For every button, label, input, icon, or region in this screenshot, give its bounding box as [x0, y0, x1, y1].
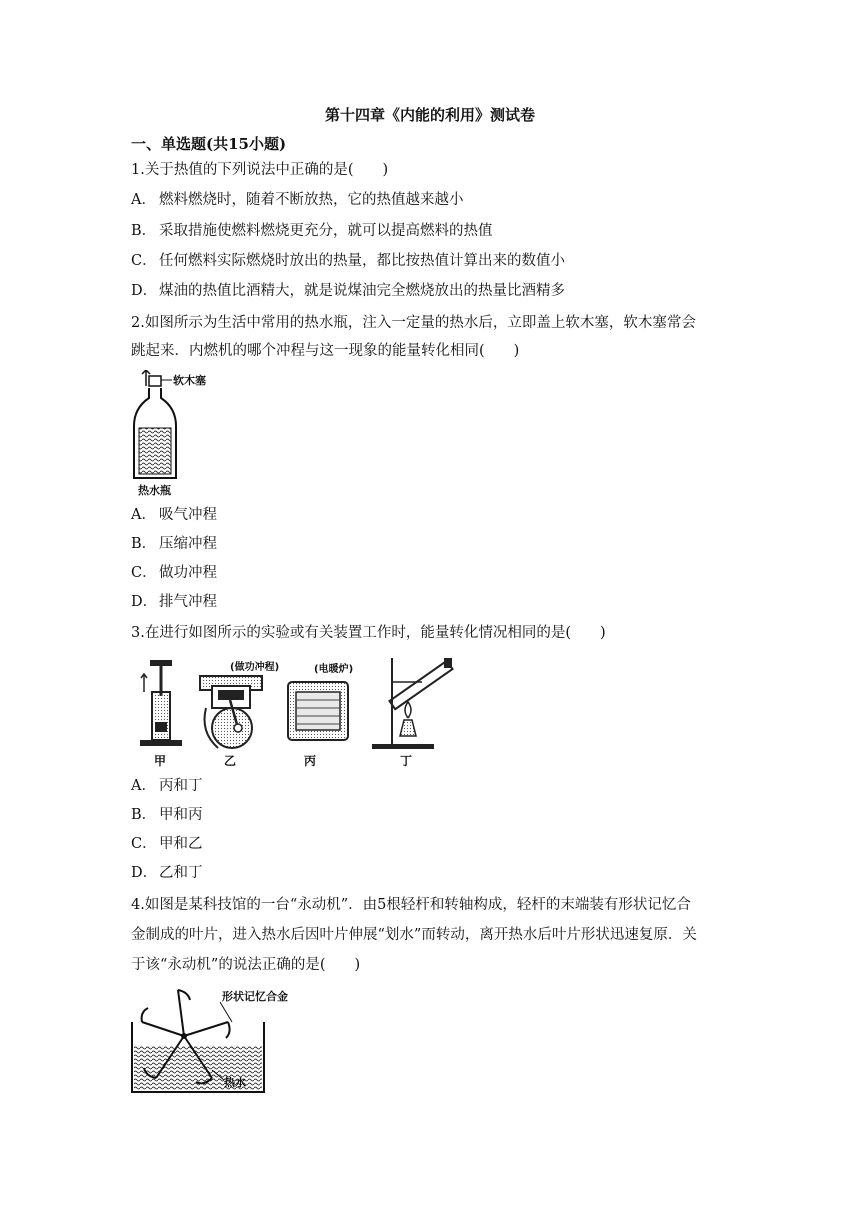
q3-option-a[interactable]: [131, 776, 203, 796]
option-key: B．: [131, 536, 157, 552]
q4-stem-line3: 于该“永动机”的说法正确的是( ): [131, 957, 361, 973]
q1-stem: 1.关于热值的下列说法中正确的是( ): [131, 162, 389, 178]
alloy-label: 形状记忆合金: [222, 990, 288, 1003]
option-key: C．: [131, 253, 157, 269]
q2-option-c[interactable]: [131, 563, 217, 583]
test-tube-device: [372, 658, 453, 749]
option-key: A．: [131, 192, 156, 208]
option-text: 甲和丙: [159, 807, 203, 823]
option-key: A．: [131, 507, 156, 523]
option-text: 排气冲程: [159, 594, 217, 610]
option-text: 吸气冲程: [159, 507, 217, 523]
q2-option-a[interactable]: [131, 505, 217, 525]
thermos-figure: [130, 370, 230, 498]
label-jia: 甲: [154, 754, 167, 768]
q4-stem-line2: 金制成的叶片，进入热水后因叶片伸展“划水”而转动，离开热水后叶片形状迅速复原．关: [131, 927, 697, 943]
hot-water-label: 热水: [224, 1076, 246, 1089]
q2-option-b[interactable]: [131, 534, 217, 554]
section-heading: 一、单选题(共15小题): [131, 135, 287, 153]
q1-option-d[interactable]: [131, 281, 565, 301]
option-key: D．: [131, 594, 158, 610]
option-text: 乙和丁: [159, 865, 203, 881]
q2-option-d[interactable]: [131, 592, 217, 612]
option-key: C．: [131, 565, 157, 581]
label-bing: 丙: [304, 754, 317, 768]
q3-option-c[interactable]: [131, 834, 203, 854]
caption-power-stroke: (做功冲程): [230, 662, 280, 673]
option-key: B．: [131, 807, 157, 823]
option-key: D．: [131, 865, 158, 881]
label-ding: 丁: [400, 754, 413, 768]
q4-stem-line1: 4.如图是某科技馆的一台“永动机”．由5根轻杆和转轴构成，轻杆的末端装有形状记忆合: [131, 897, 691, 913]
option-key: A．: [131, 778, 156, 794]
perpetual-motion-figure: [128, 986, 328, 1096]
option-text: 丙和丁: [159, 778, 203, 794]
fire-syringe-device: [140, 660, 182, 746]
thermos-label: 热水瓶: [138, 484, 171, 497]
q1-option-a[interactable]: [131, 190, 464, 210]
option-text: 做功冲程: [159, 565, 217, 581]
q3-stem: 3.在进行如图所示的实验或有关装置工作时，能量转化情况相同的是( ): [131, 625, 606, 641]
label-yi: 乙: [224, 754, 237, 768]
option-text: 甲和乙: [159, 836, 203, 852]
q1-option-c[interactable]: [131, 251, 565, 271]
option-text: 燃料燃烧时，随着不断放热，它的热值越来越小: [159, 192, 464, 208]
page-title: 第十四章《内能的利用》测试卷: [324, 106, 535, 124]
option-key: B．: [131, 223, 157, 239]
option-text: 压缩冲程: [159, 536, 217, 552]
q2-stem-line2: 跳起来．内燃机的哪个冲程与这一现象的能量转化相同( ): [131, 343, 520, 359]
caption-electric-heater: (电暖炉): [314, 664, 354, 675]
energy-devices-figure: [130, 652, 470, 770]
engine-device: [200, 676, 262, 748]
option-key: D．: [131, 283, 158, 299]
option-key: C．: [131, 836, 157, 852]
cork-label: 软木塞: [173, 374, 206, 387]
option-text: 任何燃料实际燃烧时放出的热量，都比按热值计算出来的数值小: [159, 253, 565, 269]
q3-option-d[interactable]: [131, 863, 203, 883]
q1-option-b[interactable]: [131, 221, 493, 241]
option-text: 煤油的热值比酒精大，就是说煤油完全燃烧放出的热量比酒精多: [159, 283, 565, 299]
option-text: 采取措施使燃料燃烧更充分，就可以提高燃料的热值: [159, 223, 493, 239]
q3-option-b[interactable]: [131, 805, 203, 825]
electric-heater-device: [288, 682, 348, 740]
q2-stem-line1: 2.如图所示为生活中常用的热水瓶，注入一定量的热水后，立即盖上软木塞，软木塞常会: [131, 315, 696, 331]
